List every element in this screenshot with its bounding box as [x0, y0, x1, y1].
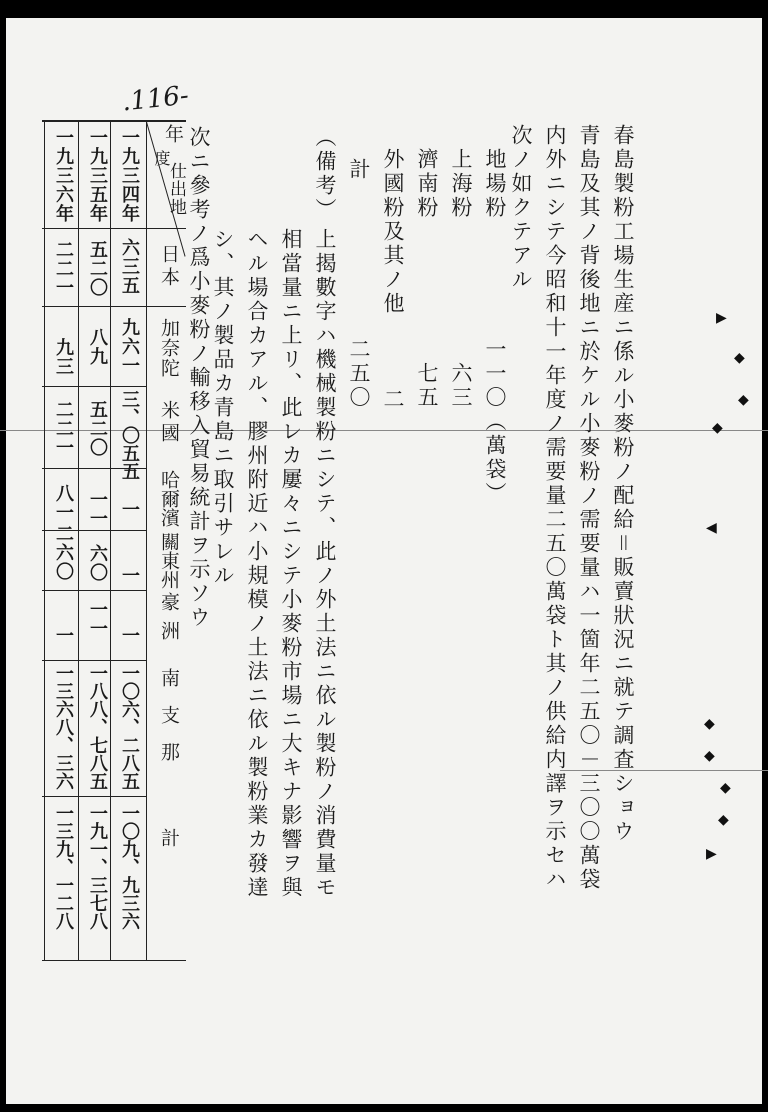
table-cell: 五二〇: [87, 400, 108, 457]
header-japan: 日本: [158, 244, 180, 290]
item-value: 七五: [415, 362, 439, 410]
row-year: 一九三五年: [87, 128, 108, 223]
remarks-line-4: シ、其ノ製品カ青島ニ取引サレル: [211, 228, 235, 588]
item-label: 地場粉: [483, 148, 507, 220]
page-number: .116-: [120, 80, 191, 118]
header-total: 計: [158, 828, 180, 851]
remarks-line-2: 相當量ニ上リ、此レカ屢々ニシテ小麥粉市場ニ大キナ影響ヲ與: [279, 228, 303, 900]
header-origin: 仕出地: [166, 162, 186, 216]
header-australia: 豪洲: [158, 592, 180, 650]
item-value: 六三: [449, 362, 473, 410]
table-cell: 一一: [87, 490, 108, 528]
table-cell: 六三五: [119, 238, 140, 295]
scan-speck: ◀: [706, 520, 717, 536]
table-cell: 一三六八、三六: [53, 664, 74, 790]
body-line-2: 青島及其ノ背後地ニ於ケル小麥粉ノ需要量ハ一箇年二五〇－三〇〇萬袋: [577, 124, 601, 892]
header-kwantung: 關東州: [158, 532, 180, 589]
item-label: 外國粉及其ノ他: [381, 148, 405, 316]
table-cell: 二六〇: [53, 524, 74, 581]
row-year: 一九三四年: [119, 128, 140, 223]
scan-speck: ◆: [738, 392, 749, 408]
body-line-3: 内外ニシテ今昭和十一年度ノ需要量二五〇萬袋ト其ノ供給内譯ヲ示セハ: [543, 124, 567, 892]
header-degree: 度: [152, 150, 171, 170]
table-cell: 一三九、一二八: [53, 804, 74, 930]
table-cell: 一: [119, 626, 140, 645]
scan-speck: ◆: [734, 350, 745, 366]
remarks-label: （備考）: [313, 126, 337, 222]
item-value: 一一〇（萬袋）: [483, 338, 507, 506]
table-cell: 二二一: [53, 400, 74, 457]
header-canada: 加奈陀: [158, 318, 180, 378]
item-label: 濟南粉: [415, 148, 439, 220]
table-cell: 五二〇: [87, 240, 108, 297]
table-cell: 一一: [87, 600, 108, 638]
body-line-1: 春島製粉工場生産ニ係ル小麥粉ノ配給＝販賣狀況ニ就テ調査ショウ: [611, 124, 635, 844]
item-value: 二: [381, 388, 405, 412]
table-cell: 九六一: [119, 318, 140, 375]
header-south-china: 南支那: [158, 668, 180, 779]
closing-line: 次ニ參考ノ爲小麥粉ノ輸移入貿易統計ヲ示ソウ: [187, 126, 211, 630]
table-cell: 一: [119, 566, 140, 585]
scan-speck: ◆: [704, 748, 715, 764]
body-line-4: 次ノ如クテアル: [509, 124, 533, 292]
table-cell: 一九一、三七八: [87, 804, 108, 930]
table-cell: 一: [53, 626, 74, 645]
scan-speck: ◆: [704, 716, 715, 732]
scan-speck: ◆: [712, 420, 723, 436]
total-value: 二五〇: [347, 338, 371, 410]
scan-speck: ◆: [720, 780, 731, 796]
header-usa: 米國: [158, 400, 180, 446]
scan-speck: ▶: [716, 310, 727, 326]
header-year: 年: [162, 124, 184, 147]
table-cell: 二二一: [53, 240, 74, 297]
table-cell: 八一: [53, 484, 74, 522]
table-cell: 一〇六、二八五: [119, 664, 140, 790]
scan-speck: ▶: [706, 846, 717, 862]
remarks-line-3: ヘル場合カアル、膠州附近ハ小規模ノ土法ニ依ル製粉業カ發達: [245, 228, 269, 900]
table-cell: 一: [119, 500, 140, 519]
header-harbin: 哈爾濱: [158, 470, 180, 527]
table-cell: 六〇: [87, 544, 108, 582]
row-year: 一九三六年: [53, 128, 74, 223]
table-cell: 九三: [53, 338, 74, 376]
table-cell: 八九: [87, 328, 108, 366]
total-label: 計: [347, 158, 371, 182]
table-cell: 一八八、七八五: [87, 664, 108, 790]
table-cell: 三、〇五五: [119, 390, 140, 480]
item-label: 上海粉: [449, 148, 473, 220]
scan-speck: ◆: [718, 812, 729, 828]
table-cell: 一〇九、九三六: [119, 804, 140, 930]
remarks-line-1: 上揭數字ハ機械製粉ニシテ、此ノ外土法ニ依ル製粉ノ消費量モ: [313, 228, 337, 900]
